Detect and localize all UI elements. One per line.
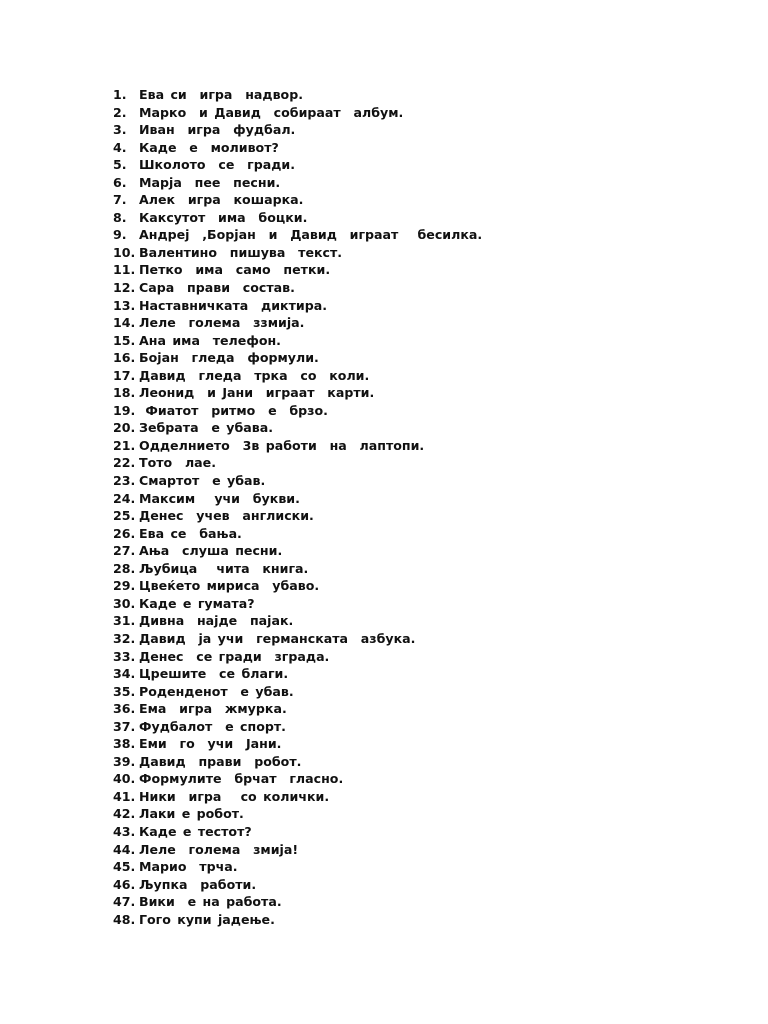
list-item-text: Давид ја учи германската азбука. xyxy=(139,630,416,646)
list-item-number: 25. xyxy=(113,508,136,524)
list-item-number: 7. xyxy=(113,192,127,208)
list-item-number: 21. xyxy=(113,437,136,453)
list-item-number: 42. xyxy=(113,806,136,822)
list-item xyxy=(113,174,482,192)
list-item-text: Тото лае. xyxy=(139,455,217,471)
list-item-text: Роденденот е убав. xyxy=(139,683,294,699)
list-item-text: Марко и Давид собираат албум. xyxy=(139,104,404,120)
list-item-text: Љубица чита книга. xyxy=(139,560,309,576)
list-item-text: Одделнието 3в работи на лаптопи. xyxy=(139,437,425,453)
list-item xyxy=(113,823,482,841)
list-item-number: 4. xyxy=(113,139,127,155)
list-item-text: Црешите се благи. xyxy=(139,666,289,682)
list-item-number: 3. xyxy=(113,122,127,138)
list-item-text: Денес учев англиски. xyxy=(139,508,314,524)
list-item-number: 13. xyxy=(113,297,136,313)
list-item-number: 44. xyxy=(113,841,136,857)
list-item-number: 14. xyxy=(113,315,136,331)
list-item xyxy=(113,893,482,911)
list-item-number: 27. xyxy=(113,543,136,559)
list-item xyxy=(113,156,482,174)
list-item-text: Леонид и Јани играат карти. xyxy=(139,385,375,401)
list-item xyxy=(113,121,482,139)
list-item xyxy=(113,139,482,157)
list-item-number: 24. xyxy=(113,490,136,506)
list-item xyxy=(113,279,482,297)
list-item-text: Бојан гледа формули. xyxy=(139,350,319,366)
list-item xyxy=(113,876,482,894)
list-item xyxy=(113,367,482,385)
list-item xyxy=(113,577,482,595)
list-item-number: 16. xyxy=(113,350,136,366)
list-item xyxy=(113,314,482,332)
list-item xyxy=(113,297,482,315)
list-item-number: 11. xyxy=(113,262,136,278)
list-item-text: Марио трча. xyxy=(139,859,238,875)
list-item xyxy=(113,419,482,437)
list-item-text: Алек игра кошарка. xyxy=(139,192,304,208)
list-item xyxy=(113,560,482,578)
list-item-number: 30. xyxy=(113,595,136,611)
list-item-number: 29. xyxy=(113,578,136,594)
list-item-text: Леле голема ззмија. xyxy=(139,315,305,331)
list-item-text: Гого купи јадење. xyxy=(139,911,275,927)
list-item-text: Сара прави состав. xyxy=(139,280,295,296)
list-item-number: 2. xyxy=(113,104,127,120)
list-item-number: 36. xyxy=(113,701,136,717)
list-item-number: 37. xyxy=(113,718,136,734)
list-item-text: Еми го учи Јани. xyxy=(139,736,282,752)
list-item xyxy=(113,490,482,508)
list-item-text: Зебрата е убава. xyxy=(139,420,274,436)
list-item-number: 10. xyxy=(113,244,136,260)
list-item-number: 47. xyxy=(113,894,136,910)
list-item-number: 43. xyxy=(113,823,136,839)
sentence-list xyxy=(113,86,482,928)
list-item xyxy=(113,191,482,209)
list-item-number: 41. xyxy=(113,788,136,804)
list-item xyxy=(113,753,482,771)
list-item-number: 9. xyxy=(113,227,127,243)
list-item-number: 1. xyxy=(113,87,127,102)
list-item xyxy=(113,683,482,701)
list-item xyxy=(113,648,482,666)
list-item-number: 39. xyxy=(113,753,136,769)
list-item-text: Иван игра фудбал. xyxy=(139,122,296,138)
list-item-number: 26. xyxy=(113,525,136,541)
list-item-text: Ники игра со колички. xyxy=(139,788,330,804)
list-item xyxy=(113,911,482,929)
list-item-text: Каде е тестот? xyxy=(139,823,252,839)
list-item xyxy=(113,332,482,350)
list-item xyxy=(113,858,482,876)
list-item-number: 6. xyxy=(113,174,127,190)
list-item xyxy=(113,612,482,630)
list-item-text: Цвеќето мириса убаво. xyxy=(139,578,320,594)
list-item-number: 38. xyxy=(113,736,136,752)
list-item-number: 28. xyxy=(113,560,136,576)
list-item-number: 40. xyxy=(113,771,136,787)
list-item xyxy=(113,805,482,823)
list-item-text: Ева си игра надвор. xyxy=(139,87,303,102)
list-item xyxy=(113,595,482,613)
list-item xyxy=(113,86,482,104)
list-item-text: Валентино пишува текст. xyxy=(139,244,343,260)
list-item xyxy=(113,402,482,420)
list-item-number: 32. xyxy=(113,630,136,646)
list-item-text: Каде е моливот? xyxy=(139,139,279,155)
list-item-text: Љупка работи. xyxy=(139,876,257,892)
list-item-text: Давид гледа трка со коли. xyxy=(139,367,370,383)
list-item xyxy=(113,472,482,490)
list-item-text: Ева се бања. xyxy=(139,525,242,541)
list-item xyxy=(113,700,482,718)
list-item-text: Каксутот има боцки. xyxy=(139,209,308,225)
list-item-text: Дивна најде пајак. xyxy=(139,613,294,629)
list-item xyxy=(113,384,482,402)
list-item xyxy=(113,437,482,455)
list-item xyxy=(113,718,482,736)
list-item-text: Фиатот ритмо е брзо. xyxy=(139,402,328,418)
list-item xyxy=(113,665,482,683)
list-item-number: 20. xyxy=(113,420,136,436)
list-item-number: 31. xyxy=(113,613,136,629)
list-item-text: Ања слуша песни. xyxy=(139,543,283,559)
list-item xyxy=(113,104,482,122)
list-item-text: Леле голема змија! xyxy=(139,841,299,857)
list-item-text: Ема игра жмурка. xyxy=(139,701,287,717)
list-item-text: Давид прави робот. xyxy=(139,753,302,769)
list-item xyxy=(113,454,482,472)
list-item-text: Петко има само петки. xyxy=(139,262,331,278)
list-item-number: 5. xyxy=(113,157,127,173)
list-item-number: 19. xyxy=(113,402,136,418)
list-item-text: Наставничката диктира. xyxy=(139,297,328,313)
list-item-number: 18. xyxy=(113,385,136,401)
list-item-text: Смартот е убав. xyxy=(139,473,266,489)
list-item-number: 22. xyxy=(113,455,136,471)
list-item-text: Лаки е робот. xyxy=(139,806,244,822)
list-item-number: 46. xyxy=(113,876,136,892)
list-item-text: Денес се гради зграда. xyxy=(139,648,330,664)
list-item xyxy=(113,770,482,788)
list-item xyxy=(113,542,482,560)
list-item xyxy=(113,507,482,525)
list-item-number: 15. xyxy=(113,332,136,348)
list-item-number: 23. xyxy=(113,473,136,489)
list-item-number: 35. xyxy=(113,683,136,699)
list-item-text: Фудбалот е спорт. xyxy=(139,718,286,734)
list-item-number: 34. xyxy=(113,666,136,682)
list-item-text: Школото се гради. xyxy=(139,157,296,173)
list-item-text: Андреј ,Борјан и Давид играат бесилка. xyxy=(139,227,483,243)
list-item-number: 8. xyxy=(113,209,127,225)
list-item-number: 12. xyxy=(113,280,136,296)
list-item xyxy=(113,244,482,262)
list-item xyxy=(113,525,482,543)
list-item-text: Формулите брчат гласно. xyxy=(139,771,344,787)
list-item-number: 17. xyxy=(113,367,136,383)
list-item-text: Каде е гумата? xyxy=(139,595,255,611)
list-item-number: 33. xyxy=(113,648,136,664)
list-item-text: Ана има телефон. xyxy=(139,332,281,348)
list-item-text: Вики е на работа. xyxy=(139,894,282,910)
list-item xyxy=(113,261,482,279)
list-item xyxy=(113,209,482,227)
list-item xyxy=(113,630,482,648)
list-item-number: 48. xyxy=(113,911,136,927)
list-item xyxy=(113,788,482,806)
list-item xyxy=(113,735,482,753)
list-item-text: Марја пее песни. xyxy=(139,174,281,190)
list-item xyxy=(113,349,482,367)
list-item-text: Максим учи букви. xyxy=(139,490,300,506)
list-item-number: 45. xyxy=(113,859,136,875)
list-item xyxy=(113,841,482,859)
list-item xyxy=(113,226,482,244)
